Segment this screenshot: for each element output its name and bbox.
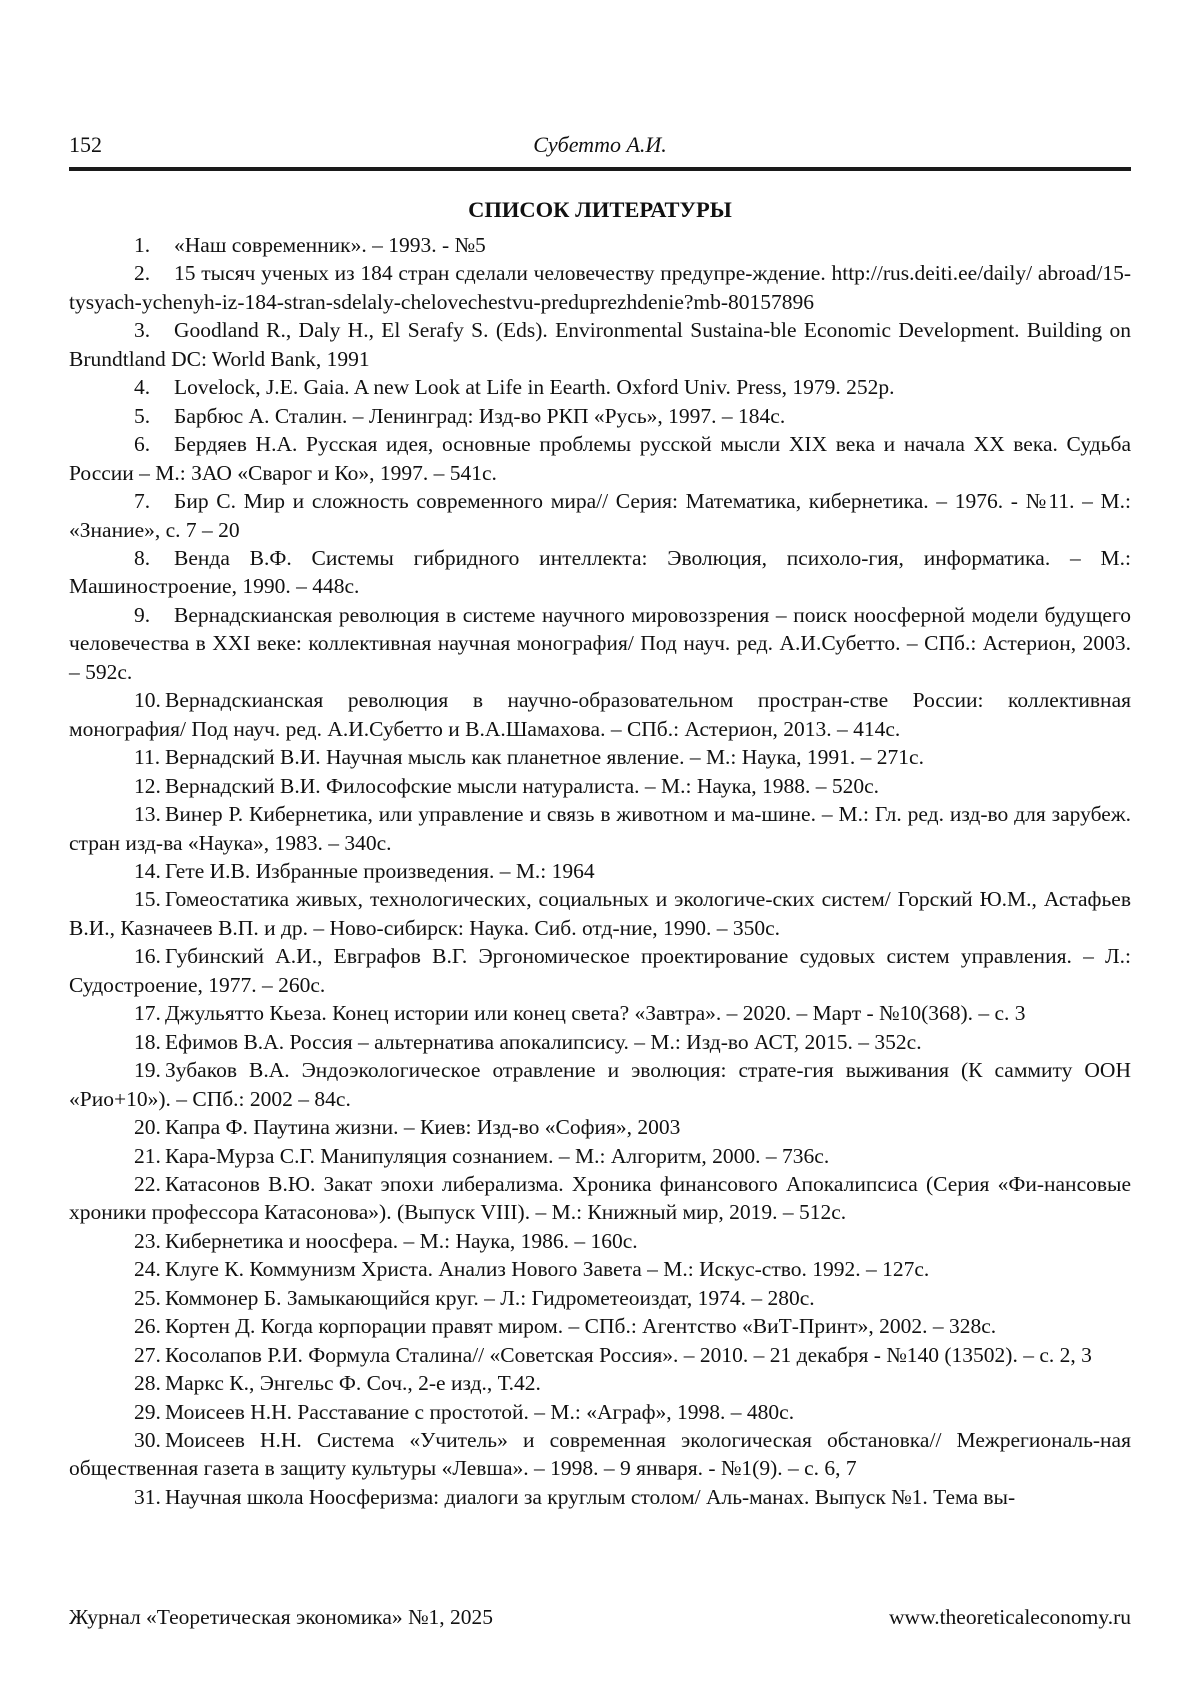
reference-item [69,1284,1131,1312]
reference-text: 15 тысяч ученых из 184 стран сделали человечеству предупре-ждение. http://rus.deiti.ee/daily/ abroad/15-tysyach-ychenyh-iz-184-stran-sdelaly-chelovechestvu-preduprezhdenie?mb-80157896 [69,261,1131,314]
reference-number: 21. [134,1143,161,1168]
reference-number: 12. [134,773,161,798]
reference-item [69,1113,1131,1141]
reference-text: Моисеев Н.Н. Расставание с простотой. – М.: «Аграф», 1998. – 480с. [165,1399,795,1424]
reference-text: Косолапов Р.И. Формула Сталина// «Советская Россия». – 2010. – 21 декабря - №140 (13502). – с. 2, 3 [165,1342,1092,1367]
reference-item [69,1369,1131,1397]
reference-text: Кара-Мурза С.Г. Манипуляция сознанием. – М.: Алгоритм, 2000. – 736с. [165,1143,830,1168]
reference-text: Lovelock, J.E. Gaia. A new Look at Life in Eearth. Oxford Univ. Press, 1979. 252p. [174,375,895,400]
reference-item [69,402,1131,430]
reference-item [69,316,1131,373]
page-header [69,131,1131,159]
reference-number: 31. [134,1484,161,1509]
reference-number: 7. [134,489,151,514]
reference-item [69,1312,1131,1340]
reference-item [69,1426,1131,1483]
reference-item [69,1483,1131,1511]
reference-number: 24. [134,1257,161,1282]
reference-item [69,1056,1131,1113]
reference-item [69,772,1131,800]
reference-item [69,1170,1131,1227]
reference-text: Научная школа Ноосферизма: диалоги за круглым столом/ Аль-манах. Выпуск №1. Тема вы- [165,1484,1016,1509]
reference-number: 29. [134,1399,161,1424]
reference-number: 28. [134,1371,161,1396]
reference-text: Бердяев Н.А. Русская идея, основные проблемы русской мысли XIX века и начала XX века. Судьба России – М.: ЗАО «Сварог и Ко», 1997. – 541с. [69,432,1131,485]
footer-url: www.theoreticaleconomy.ru [889,1605,1131,1629]
reference-text: Ефимов В.А. Россия – альтернатива апокалипсису. – М.: Изд-во АСТ, 2015. – 352с. [165,1029,922,1054]
reference-number: 23. [134,1228,161,1253]
reference-item [69,430,1131,487]
reference-text: Вернадский В.И. Научная мысль как планетное явление. – М.: Наука, 1991. – 271с. [165,745,924,770]
reference-item [69,999,1131,1027]
reference-item [69,800,1131,857]
reference-item [69,857,1131,885]
reference-number: 4. [134,375,151,400]
reference-item [69,487,1131,544]
reference-number: 27. [134,1342,161,1367]
reference-text: Вернадский В.И. Философские мысли натуралиста. – М.: Наука, 1988. – 520с. [165,773,880,798]
reference-item [69,743,1131,771]
reference-number: 19. [134,1058,161,1083]
reference-number: 6. [134,432,151,457]
reference-item [69,1398,1131,1426]
reference-text: Гомеостатика живых, технологических, социальных и экологиче-ских систем/ Горский Ю.М., Астафьев В.И., Казначеев В.П. и др. – Ново-сибирск: Наука. Сиб. отд-ние, 1990. – 350с. [69,887,1131,940]
reference-text: Коммонер Б. Замыкающийся круг. – Л.: Гидрометеоиздат, 1974. – 280с. [165,1285,815,1310]
page-footer [69,1603,1131,1631]
reference-text: Катасонов В.Ю. Закат эпохи либерализма. Хроника финансового Апокалипсиса (Серия «Фи-нансовые хроники профессора Катасонова»). (Выпуск VIII). – М.: Книжный мир, 2019. – 512с. [69,1171,1131,1225]
footer-journal: Журнал «Теоретическая экономика» №1, 2025 [69,1605,494,1629]
reference-number: 10. [134,688,161,713]
reference-text: Бир С. Мир и сложность современного мира// Серия: Математика, кибернетика. – 1976. - №11. – М.: «Знание», с. 7 – 20 [69,489,1131,542]
reference-text: Губинский А.И., Евграфов В.Г. Эргономическое проектирование судовых систем управления. – Л.: Судостроение, 1977. – 260с. [69,944,1131,997]
reference-item [69,1227,1131,1255]
reference-item [69,231,1131,259]
reference-list [69,231,1131,1511]
reference-item [69,1255,1131,1283]
reference-number: 8. [134,545,151,570]
reference-number: 16. [134,944,161,969]
reference-number: 18. [134,1029,161,1054]
reference-text: Кибернетика и ноосфера. – М.: Наука, 1986. – 160с. [165,1228,638,1253]
reference-number: 22. [134,1171,161,1196]
reference-number: 9. [134,602,151,627]
reference-number: 14. [134,858,161,883]
page-title: СПИСОК ЛИТЕРАТУРЫ [468,197,732,222]
reference-item [69,373,1131,401]
reference-number: 3. [134,318,151,343]
page-number: 152 [69,132,102,157]
reference-number: 17. [134,1001,161,1026]
reference-number: 1. [134,233,151,257]
reference-item [69,686,1131,743]
reference-item [69,885,1131,942]
reference-text: Клуге К. Коммунизм Христа. Анализ Нового Завета – М.: Искус-ство. 1992. – 127с. [165,1257,930,1282]
reference-item [69,942,1131,999]
reference-number: 20. [134,1115,161,1140]
reference-number: 5. [134,403,151,428]
reference-text: Маркс К., Энгельс Ф. Соч., 2-е изд., Т.42. [165,1371,541,1396]
reference-number: 15. [134,887,161,912]
reference-number: 2. [134,261,151,286]
reference-item [69,1028,1131,1056]
reference-text: Вернадскианская революция в системе научного мировоззрения – поиск ноосферной модели будущего человечества в XXI веке: коллективная научная монография/ Под науч. ред. А.И.Субетто. – СПб.: Астерион, 2003. – 592с. [69,602,1131,684]
reference-text: Вернадскианская революция в научно-образовательном простран-стве России: коллективная монография/ Под науч. ред. А.И.Субетто и В.А.Шамахова. – СПб.: Астерион, 2013. – 414с. [69,688,1131,741]
reference-text: Зубаков В.А. Эндоэкологическое отравление и эволюция: страте-гия выживания (К саммиту ООН «Рио+10»). – СПб.: 2002 – 84с. [69,1058,1131,1111]
reference-number: 11. [134,745,161,770]
reference-number: 26. [134,1314,161,1339]
reference-text: Барбюс А. Сталин. – Ленинград: Изд-во РКП «Русь», 1997. – 184с. [174,403,786,428]
running-head: Субетто А.И. [533,132,667,157]
reference-item [69,544,1131,601]
reference-text: Капра Ф. Паутина жизни. – Киев: Изд-во «София», 2003 [165,1115,681,1140]
header-rule [69,167,1131,171]
reference-text: «Наш современник». – 1993. - №5 [174,233,486,257]
reference-number: 30. [134,1428,161,1453]
reference-text: Венда В.Ф. Системы гибридного интеллекта: Эволюция, психоло-гия, информатика. – М.: Машиностроение, 1990. – 448с. [69,545,1131,599]
reference-item [69,259,1131,316]
reference-text: Джульятто Кьеза. Конец истории или конец света? «Завтра». – 2020. – Март - №10(368). – с. 3 [165,1001,1026,1026]
reference-item [69,1341,1131,1369]
reference-number: 13. [134,802,161,827]
reference-text: Гете И.В. Избранные произведения. – М.: 1964 [165,858,595,883]
reference-text: Goodland R., Daly H., El Serafy S. (Eds). Environmental Sustaina-ble Economic Development. Building on Brundtland DC: World Bank, 1991 [69,318,1131,371]
reference-text: Кортен Д. Когда корпорации правят миром. – СПб.: Агентство «ВиТ-Принт», 2002. – 328с. [165,1314,997,1339]
reference-item [69,601,1131,686]
reference-item [69,1142,1131,1170]
reference-number: 25. [134,1285,161,1310]
reference-text: Моисеев Н.Н. Система «Учитель» и современная экологическая обстановка// Межрегиональ-ная общественная газета в защиту культуры «Левша». – 1998. – 9 января. - №1(9). – с. 6, 7 [69,1428,1131,1481]
reference-text: Винер Р. Кибернетика, или управление и связь в животном и ма-шине. – М.: Гл. ред. изд-во для зарубеж. стран изд-ва «Наука», 1983. – 340с. [69,802,1131,855]
